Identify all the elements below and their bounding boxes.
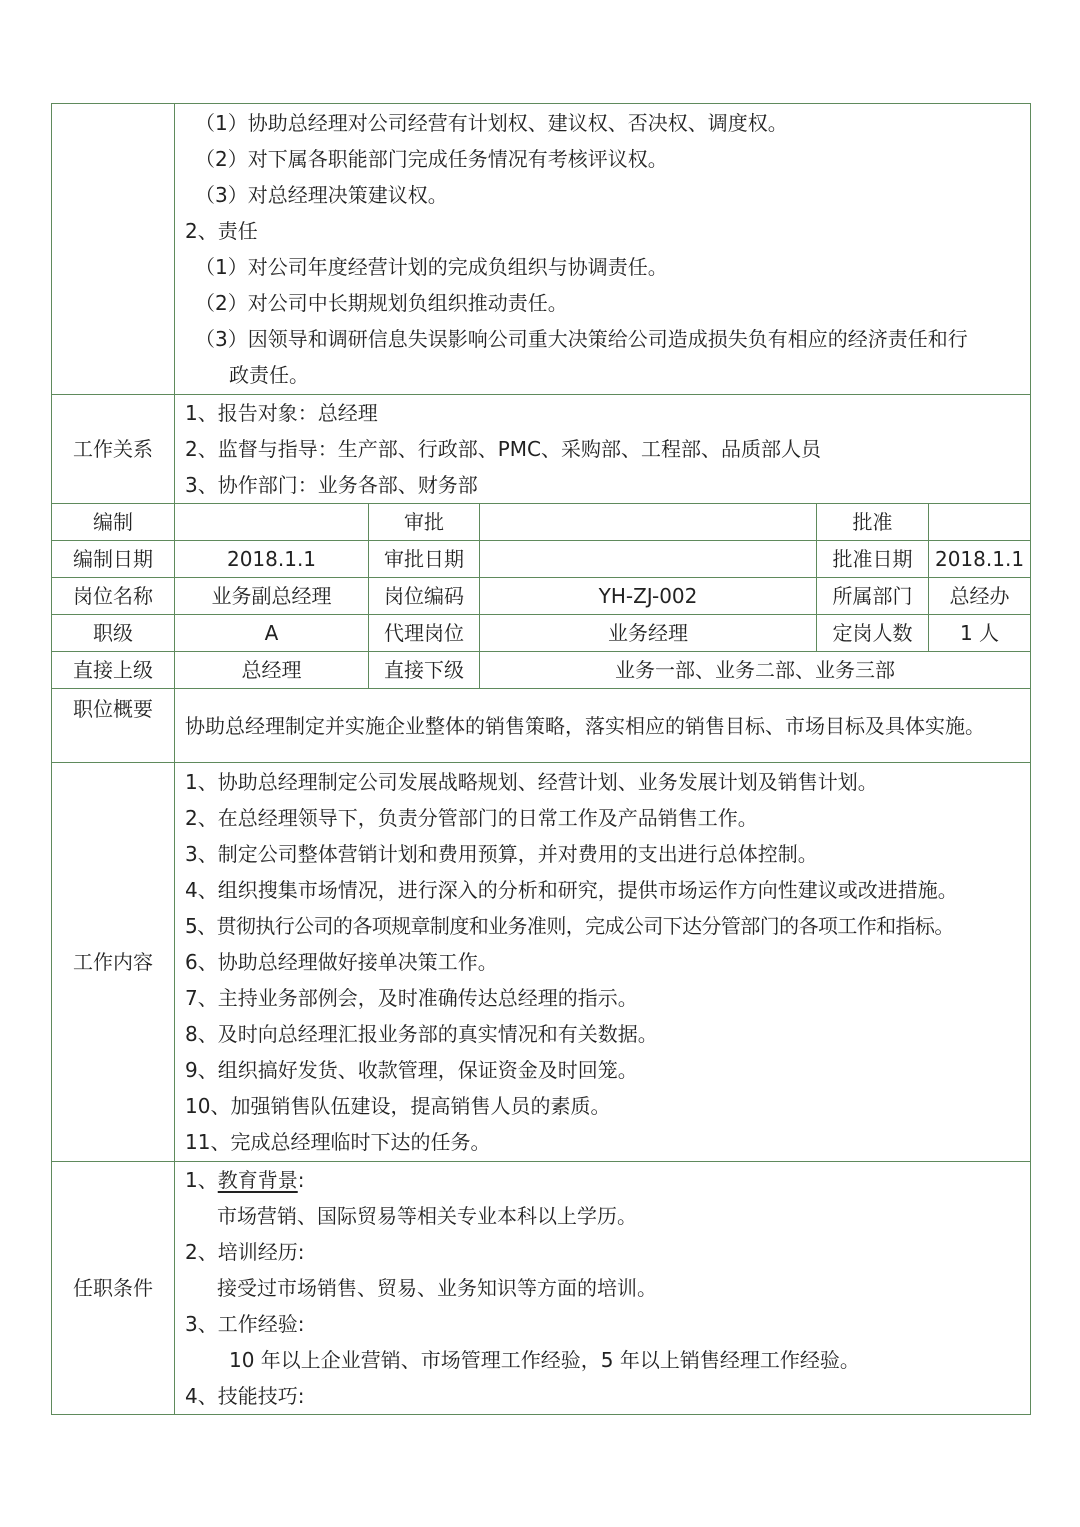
training-heading: 2、培训经历: xyxy=(185,1240,305,1264)
duty-item: 9、组织搞好发货、收款管理，保证资金及时回笼。 xyxy=(185,1058,638,1082)
relation-line: 2、监督与指导：生产部、行政部、PMC、采购部、工程部、品质部人员 xyxy=(185,437,822,461)
approve-value xyxy=(929,504,1031,541)
qualifications-label: 任职条件 xyxy=(52,1162,175,1415)
duty-item: 4、组织搜集市场情况，进行深入的分析和研究，提供市场运作方向性建议或改进措施。 xyxy=(185,878,958,902)
work-relations-content xyxy=(175,395,1031,504)
authority-line: （3）对总经理决策建议权。 xyxy=(195,183,448,207)
education-heading-text: 教育背景 xyxy=(217,1168,298,1192)
responsibility-line: （1）对公司年度经营计划的完成负组织与协调责任。 xyxy=(195,255,668,279)
summary-row xyxy=(52,689,1031,763)
position-code-value: YH-ZJ-002 xyxy=(480,578,817,615)
department-label: 所属部门 xyxy=(817,578,929,615)
review-date-label: 审批日期 xyxy=(369,541,480,578)
relation-line: 3、协作部门：业务各部、财务部 xyxy=(185,473,478,497)
review-date-value xyxy=(480,541,817,578)
duty-item: 11、完成总经理临时下达的任务。 xyxy=(185,1130,491,1154)
prepare-label: 编制 xyxy=(52,504,175,541)
subordinate-label: 直接下级 xyxy=(369,652,480,689)
duties-content xyxy=(175,763,1031,1162)
education-text: 市场营销、国际贸易等相关专业本科以上学历。 xyxy=(217,1204,637,1228)
authority-line: （2）对下属各职能部门完成任务情况有考核评议权。 xyxy=(195,147,668,171)
duties-label: 工作内容 xyxy=(52,763,175,1162)
summary-text: 协助总经理制定并实施企业整体的销售策略，落实相应的销售目标、市场目标及具体实施。 xyxy=(185,713,985,738)
headcount-label: 定岗人数 xyxy=(817,615,929,652)
job-description-sheet xyxy=(51,103,1030,1415)
responsibility-line: （2）对公司中长期规划负组织推动责任。 xyxy=(195,291,568,315)
skills-heading: 4、技能技巧: xyxy=(185,1384,305,1408)
review-label: 审批 xyxy=(369,504,480,541)
authority-label-cell xyxy=(52,104,175,395)
proxy-label: 代理岗位 xyxy=(369,615,480,652)
authority-row xyxy=(52,104,1031,395)
proxy-value: 业务经理 xyxy=(480,615,817,652)
experience-heading: 3、工作经验: xyxy=(185,1312,305,1336)
duty-item: 8、及时向总经理汇报业务部的真实情况和有关数据。 xyxy=(185,1022,658,1046)
relation-line: 1、报告对象：总经理 xyxy=(185,401,378,425)
duty-item: 3、制定公司整体营销计划和费用预算，并对费用的支出进行总体控制。 xyxy=(185,842,818,866)
position-code-label: 岗位编码 xyxy=(369,578,480,615)
duty-item: 6、协助总经理做好接单决策工作。 xyxy=(185,950,498,974)
supervisor-row xyxy=(52,652,1031,689)
education-colon: : xyxy=(297,1168,305,1192)
duty-item: 5、贯彻执行公司的各项规章制度和业务准则，完成公司下达分管部门的各项工作和指标。 xyxy=(185,914,954,938)
experience-text: 10 年以上企业营销、市场管理工作经验，5 年以上销售经理工作经验。 xyxy=(229,1348,860,1372)
work-relations-row xyxy=(52,395,1031,504)
position-name-value: 业务副总经理 xyxy=(175,578,369,615)
department-value: 总经办 xyxy=(929,578,1031,615)
responsibility-line: 政责任。 xyxy=(229,363,309,387)
authority-content xyxy=(175,104,1031,395)
superior-label: 直接上级 xyxy=(52,652,175,689)
headcount-value: 1 人 xyxy=(929,615,1031,652)
duty-item: 2、在总经理领导下，负责分管部门的日常工作及产品销售工作。 xyxy=(185,806,758,830)
approval-row xyxy=(52,504,1031,541)
summary-label: 职位概要 xyxy=(52,689,175,763)
approve-date-value: 2018.1.1 xyxy=(929,541,1031,578)
work-relations-label: 工作关系 xyxy=(52,395,175,504)
approve-date-label: 批准日期 xyxy=(817,541,929,578)
duty-item: 7、主持业务部例会，及时准确传达总经理的指示。 xyxy=(185,986,638,1010)
duties-row xyxy=(52,763,1031,1162)
level-label: 职级 xyxy=(52,615,175,652)
qualifications-row xyxy=(52,1162,1031,1415)
authority-line: （1）协助总经理对公司经营有计划权、建议权、否决权、调度权。 xyxy=(195,111,788,135)
responsibility-heading: 2、责任 xyxy=(185,219,258,243)
date-row xyxy=(52,541,1031,578)
review-value xyxy=(480,504,817,541)
job-description-table xyxy=(51,103,1031,1415)
subordinate-value: 业务一部、业务二部、业务三部 xyxy=(480,652,1031,689)
duty-item: 1、协助总经理制定公司发展战略规划、经营计划、业务发展计划及销售计划。 xyxy=(185,770,878,794)
level-row xyxy=(52,615,1031,652)
duty-item: 10、加强销售队伍建设，提高销售人员的素质。 xyxy=(185,1094,611,1118)
position-name-label: 岗位名称 xyxy=(52,578,175,615)
level-value: A xyxy=(175,615,369,652)
education-heading xyxy=(185,1162,1024,1198)
position-row xyxy=(52,578,1031,615)
responsibility-line: （3）因领导和调研信息失误影响公司重大决策给公司造成损失负有相应的经济责任和行 xyxy=(195,327,968,351)
prepare-date-label: 编制日期 xyxy=(52,541,175,578)
approve-label: 批准 xyxy=(817,504,929,541)
training-text: 接受过市场销售、贸易、业务知识等方面的培训。 xyxy=(217,1276,657,1300)
education-prefix: 1、 xyxy=(185,1168,218,1192)
qualifications-content xyxy=(175,1162,1031,1415)
superior-value: 总经理 xyxy=(175,652,369,689)
prepare-value xyxy=(175,504,369,541)
prepare-date-value: 2018.1.1 xyxy=(175,541,369,578)
